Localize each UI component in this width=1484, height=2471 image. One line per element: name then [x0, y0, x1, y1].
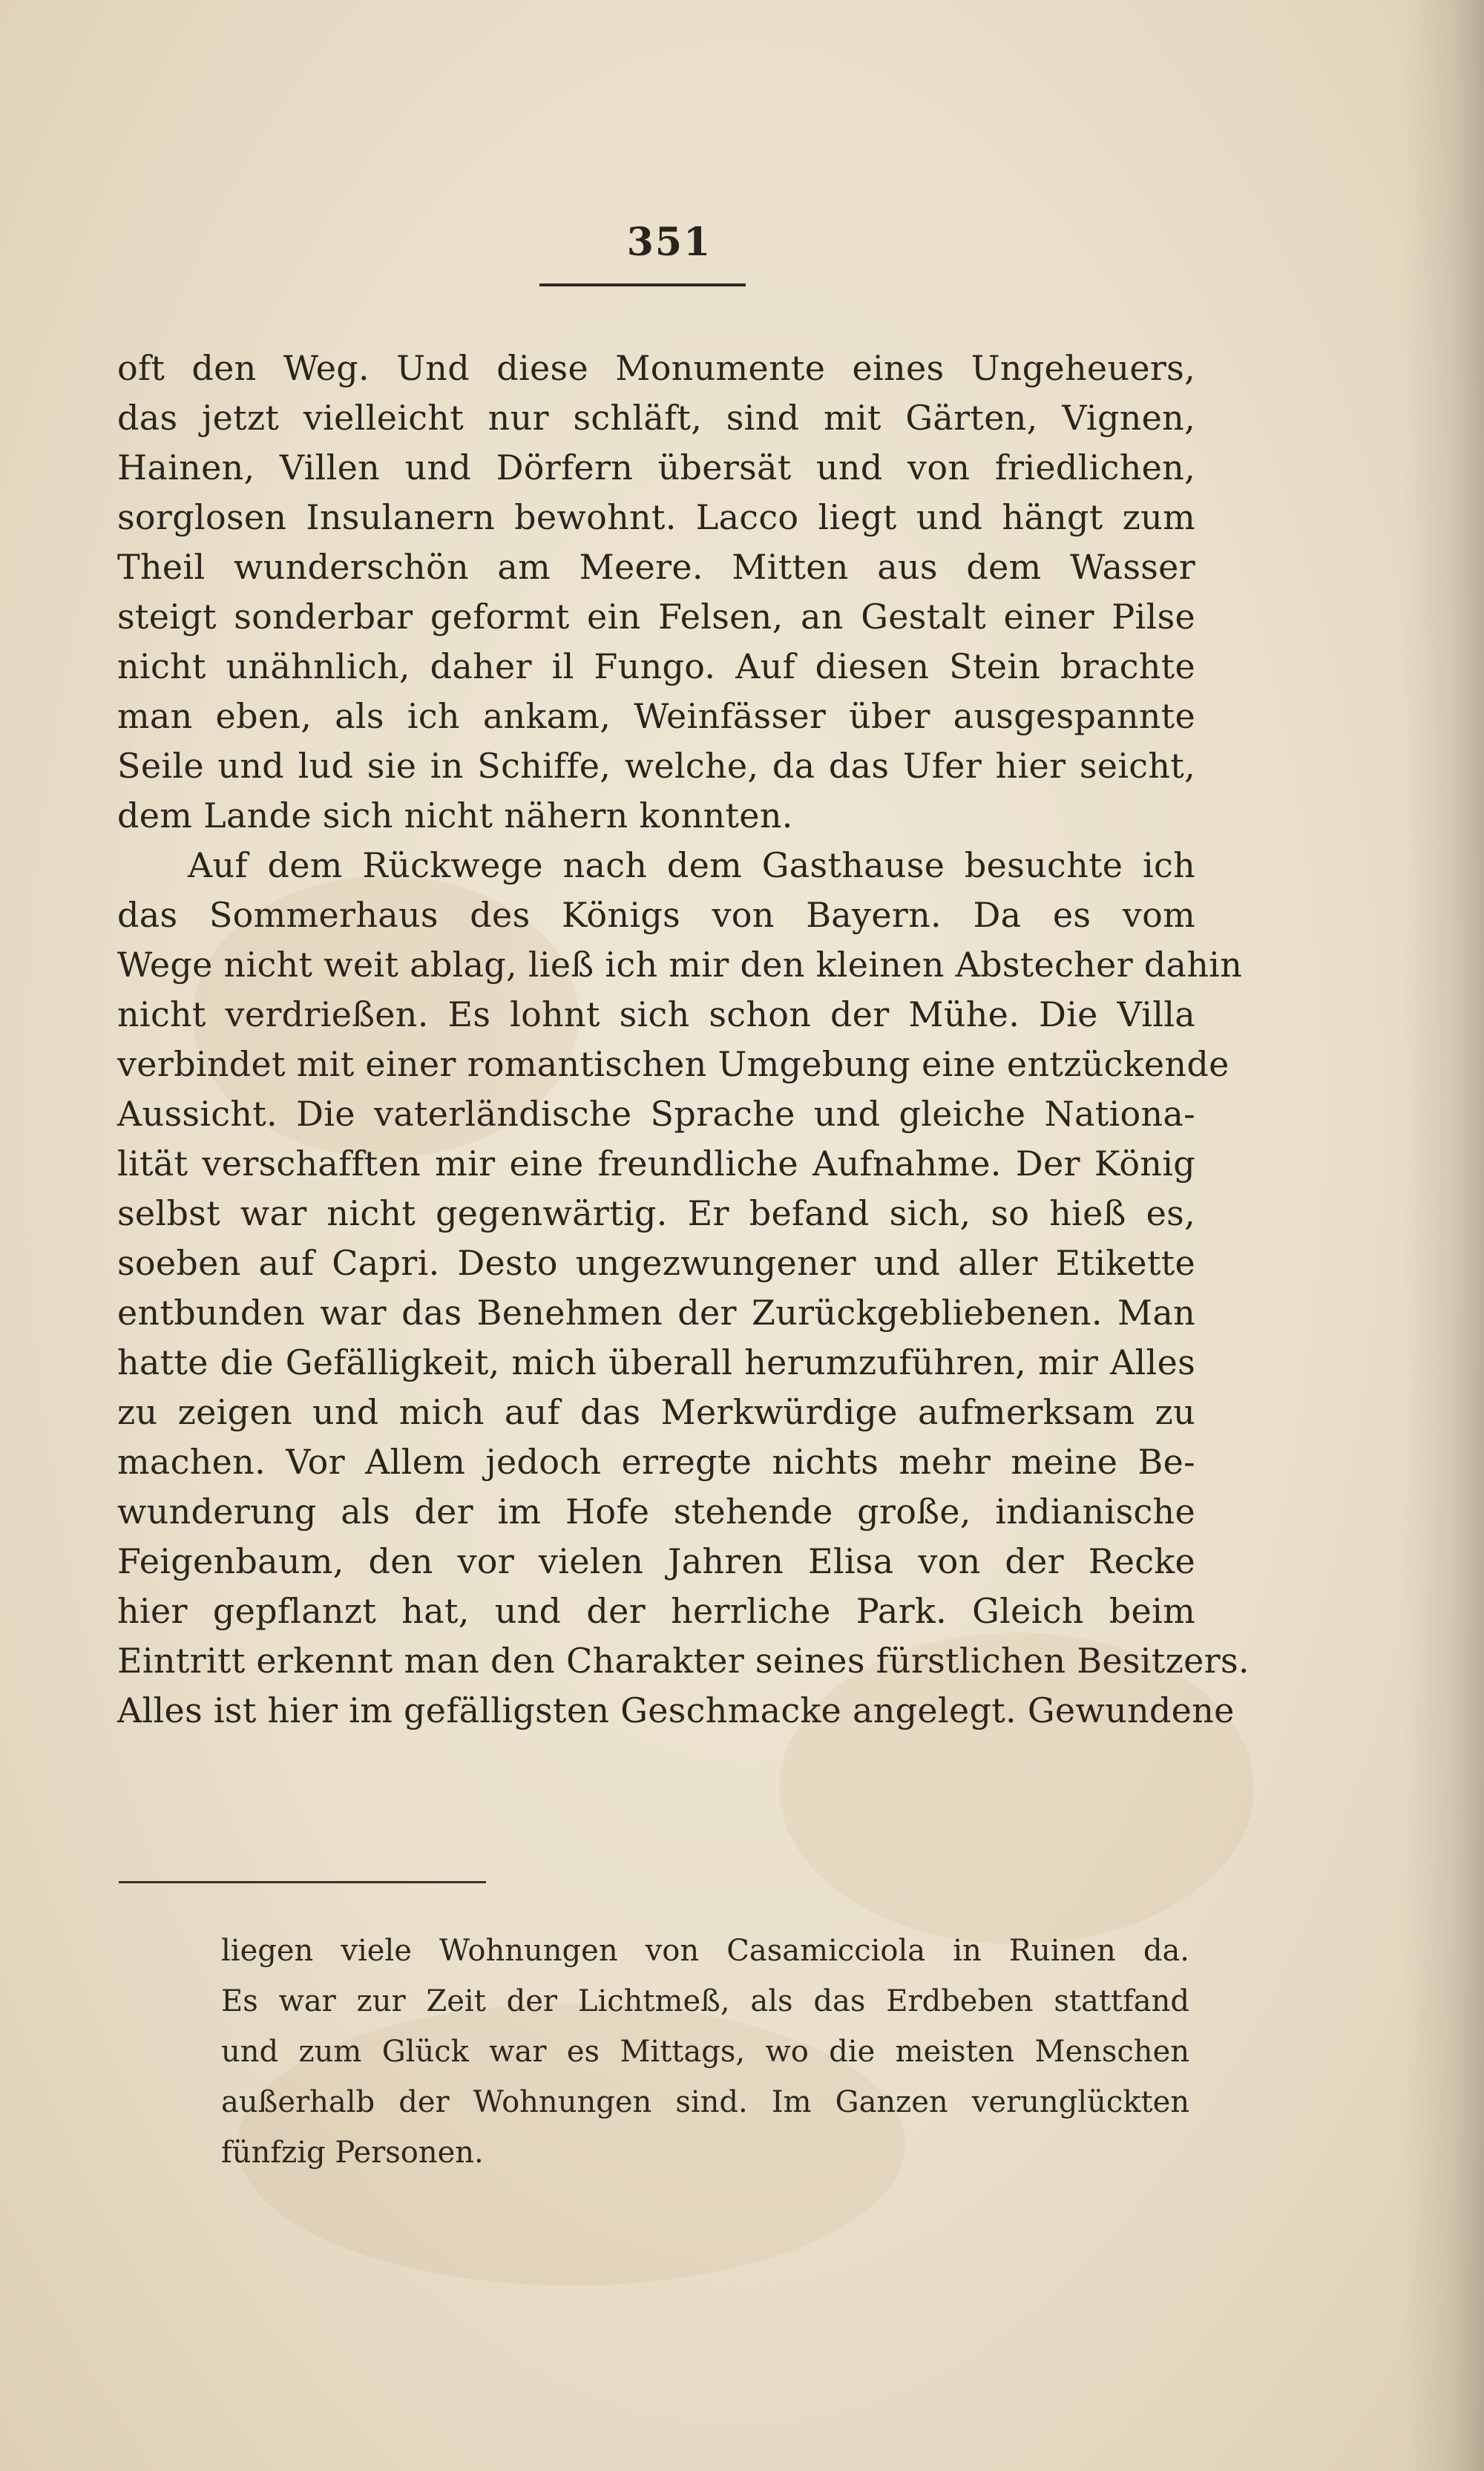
text-line: das jetzt vielleicht nur schläft, sind mit Gärten, Vignen,: [117, 398, 1195, 438]
text-line: das Sommerhaus des Königs von Bayern. Da es vom: [117, 895, 1195, 935]
footnote-line: und zum Glück war es Mittags, wo die meisten Menschen: [221, 2035, 1189, 2069]
text-line: dem Lande sich nicht nähern konnten.: [117, 795, 793, 836]
footnote: [221, 1926, 1189, 2178]
footnote-line: Es war zur Zeit der Lichtmeß, als das Erdbeben stattfand: [221, 1984, 1189, 2018]
text-line: Eintritt erkennt man den Charakter seines fürstlichen Besitzers.: [117, 1641, 1250, 1681]
text-line: Theil wunderschön am Meere. Mitten aus dem Wasser: [117, 547, 1195, 587]
text-line: zu zeigen und mich auf das Merkwürdige aufmerksam zu: [117, 1392, 1195, 1432]
binding-shadow: [1402, 0, 1484, 2471]
text-line: Seile und lud sie in Schiffe, welche, da das Ufer hier seicht,: [117, 746, 1195, 786]
text-line: sorglosen Insulanern bewohnt. Lacco liegt und hängt zum: [117, 497, 1195, 537]
text-line: verbindet mit einer romantischen Umgebung eine entzückende: [117, 1044, 1229, 1084]
body-text: [117, 344, 1250, 1736]
page-number: 351: [626, 220, 712, 265]
footnote-rule: [119, 1881, 486, 1883]
text-line: nicht verdrießen. Es lohnt sich schon der Mühe. Die Villa: [117, 994, 1195, 1034]
text-line: selbst war nicht gegenwärtig. Er befand sich, so hieß es,: [117, 1193, 1195, 1233]
text-line: steigt sonderbar geformt ein Felsen, an Gestalt einer Pilse: [117, 597, 1195, 637]
footnote-line: fünfzig Personen.: [221, 2136, 484, 2170]
text-line: man eben, als ich ankam, Weinfässer über ausgespannte: [117, 696, 1195, 736]
text-line: wunderung als der im Hofe stehende große, indianische: [117, 1492, 1195, 1532]
header-rule: [539, 283, 746, 286]
text-line: oft den Weg. Und diese Monumente eines Ungeheuers,: [117, 348, 1195, 388]
text-line: nicht unähnlich, daher il Fungo. Auf diesen Stein brachte: [117, 646, 1195, 686]
text-line: Aussicht. Die vaterländische Sprache und gleiche Nationa-: [117, 1094, 1195, 1134]
text-line: Alles ist hier im gefälligsten Geschmacke angelegt. Gewundene: [117, 1690, 1235, 1730]
text-line: Feigenbaum, den vor vielen Jahren Elisa von der Recke: [117, 1541, 1195, 1581]
text-line: lität verschafften mir eine freundliche Aufnahme. Der König: [117, 1143, 1195, 1184]
footnote-line: liegen viele Wohnungen von Casamicciola in Ruinen da.: [221, 1934, 1189, 1968]
text-line: hier gepflanzt hat, und der herrliche Park. Gleich beim: [117, 1591, 1195, 1631]
footnote-line: außerhalb der Wohnungen sind. Im Ganzen verunglückten: [221, 2085, 1189, 2119]
text-line: entbunden war das Benehmen der Zurückgebliebenen. Man: [117, 1293, 1195, 1333]
text-line: Hainen, Villen und Dörfern übersät und von friedlichen,: [117, 447, 1195, 488]
paragraph-start-line: Auf dem Rückwege nach dem Gasthause besuchte ich: [188, 845, 1195, 885]
text-line: machen. Vor Allem jedoch erregte nichts mehr meine Be-: [117, 1442, 1195, 1482]
text-line: hatte die Gefälligkeit, mich überall herumzuführen, mir Alles: [117, 1342, 1195, 1382]
text-line: soeben auf Capri. Desto ungezwungener und aller Etikette: [117, 1243, 1195, 1283]
text-line: Wege nicht weit ablag, ließ ich mir den kleinen Abstecher dahin: [117, 945, 1243, 985]
